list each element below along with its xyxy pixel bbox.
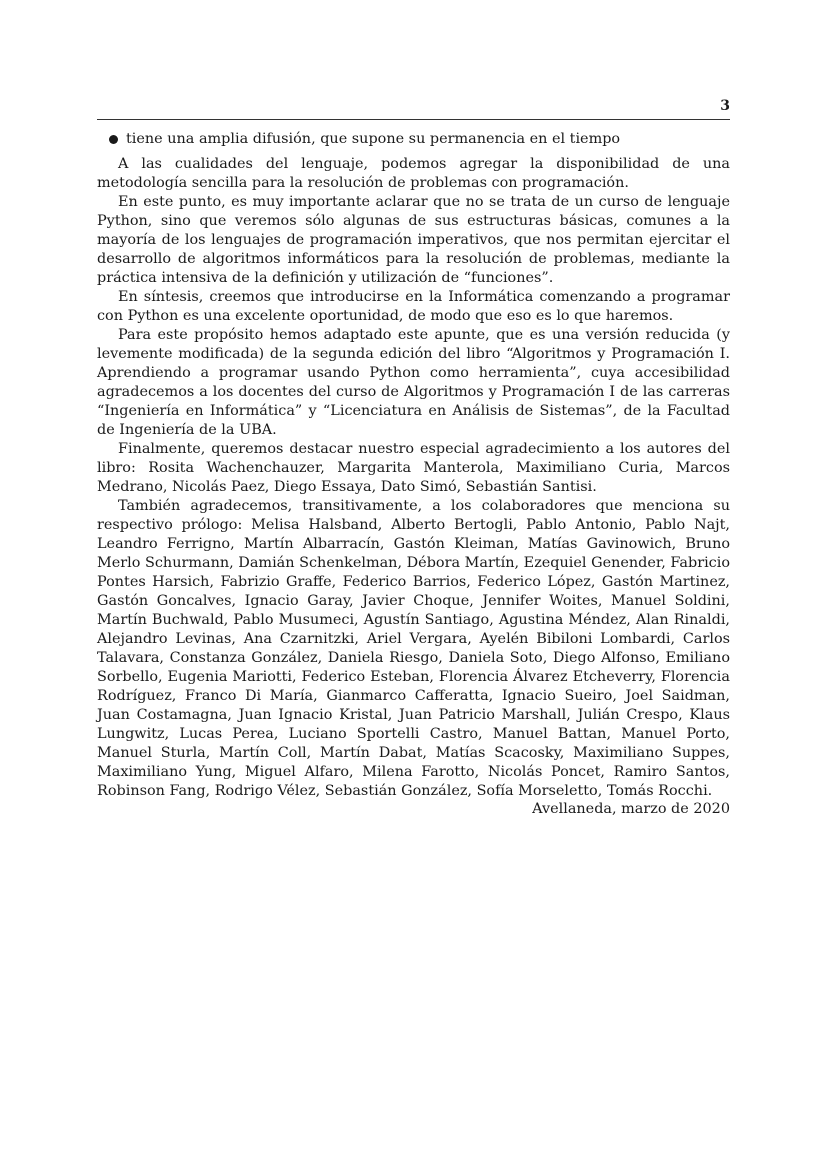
bullet-icon (109, 135, 118, 144)
bullet-item (97, 130, 730, 149)
paragraph-synthesis: En síntesis, creemos que introducirse en la Informática comenzando a programar con Python es una excelente oportunidad, de modo que eso es lo que haremos. (97, 289, 730, 324)
paragraph-qualities: A las cualidades del lenguaje, podemos agregar la disponibilidad de una metodología sencilla para la resolución de problemas con programación. (97, 156, 730, 191)
paragraph-adaptation: Para este propósito hemos adaptado este apunte, que es una versión reducida (y levemente modificada) de la segunda edición del libro “Algoritmos y Programación I. Aprendiendo a programar usando Python como herramienta”, cuya accesibilidad agradecemos a los docentes del curso de Algoritmos y Programación I de las carreras “Ingeniería en Informática” y “Licenciatura en Análisis de Sistemas”, de la Facultad de Ingeniería de la UBA. (97, 327, 730, 438)
paragraph-course-scope: En este punto, es muy importante aclarar que no se trata de un curso de lenguaje Python, sino que veremos sólo algunas de sus estructuras básicas, comunes a la mayoría de los lenguajes de programación imperativos, que nos permitan ejercitar el desarrollo de algoritmos informáticos para la resolución de problemas, mediante la práctica intensiva de la definición y utilización de “funciones”. (97, 194, 730, 286)
signature-place-date: Avellaneda, marzo de 2020 (532, 801, 730, 817)
paragraph-authors-thanks: Finalmente, queremos destacar nuestro especial agradecimiento a los autores del libro: Rosita Wachenchauzer, Margarita Manterola, Maximiliano Curia, Marcos Medrano, Nicolás Paez, Diego Essaya, Dato Simó, Sebastián Santisi. (97, 441, 730, 495)
paragraph-collaborators-thanks: También agradecemos, transitivamente, a los colaboradores que menciona su respectivo prólogo: Melisa Halsband, Alberto Bertogli, Pablo Antonio, Pablo Najt, Leandro Ferrigno, Martín Albarracín, Gastón Kleiman, Matías Gavinowich, Bruno Merlo Schurmann, Damián Schenkelman, Débora Martín, Ezequiel Genender, Fabricio Pontes Harsich, Fabrizio Graffe, Federico Barrios, Federico López, Gastón Martinez, Gastón Goncalves, Ignacio Garay, Javier Choque, Jennifer Woites, Manuel Soldini, Martín Buchwald, Pablo Musumeci, Agustín Santiago, Agustina Méndez, Alan Rinaldi, Alejandro Levinas, Ana Czarnitzki, Ariel Vergara, Ayelén Bibiloni Lombardi, Carlos Talavara, Constanza González, Daniela Riesgo, Daniela Soto, Diego Alfonso, Emiliano Sorbello, Eugenia Mariotti, Federico Esteban, Florencia Álvarez Etcheverry, Florencia Rodríguez, Franco Di María, Gianmarco Cafferatta, Ignacio Sueiro, Joel Saidman, Juan Costamagna, Juan Ignacio Kristal, Juan Patricio Marshall, Julián Crespo, Klaus Lungwitz, Lucas Perea, Luciano Sportelli Castro, Manuel Battan, Manuel Porto, Manuel Sturla, Martín Coll, Martín Dabat, Matías Scacosky, Maximiliano Suppes, Maximiliano Yung, Miguel Alfaro, Milena Farotto, Nicolás Poncet, Ramiro Santos, Robinson Fang, Rodrigo Vélez, Sebastián González, Sofía Morseletto, Tomás Rocchi. (97, 498, 730, 799)
header-rule (97, 119, 730, 120)
page-number: 3 (720, 98, 730, 114)
body-text (97, 130, 730, 801)
bullet-text: tiene una amplia difusión, que supone su permanencia en el tiempo (126, 131, 621, 147)
